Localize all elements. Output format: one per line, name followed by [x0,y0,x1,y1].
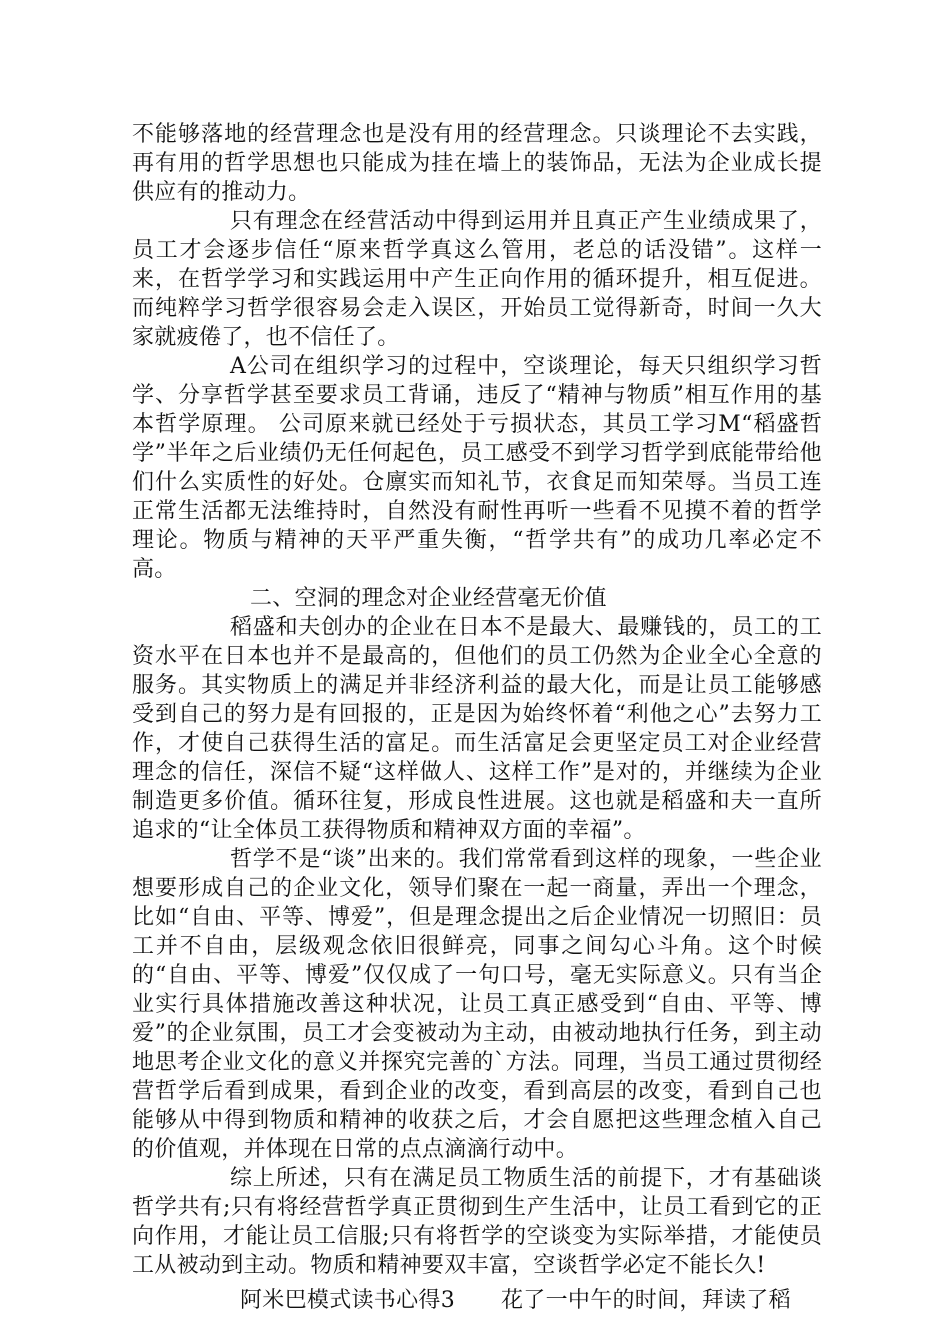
paragraph-1: 不能够落地的经营理念也是没有用的经营理念。只谈理论不去实践，再有用的哲学思想也只能成为挂在墙上的装饰品，无法为企业成长提供应有的推动力。 [132,122,822,205]
paragraph-3: A公司在组织学习的过程中，空谈理论，每天只组织学习哲学、分享哲学甚至要求员工背诵，违反了“精神与物质”相互作用的基本哲学原理。 公司原来就已经处于亏损状态，其员工学习M“稻盛哲学”半年之后业绩仍无任何起色，员工感受不到学习哲学到底能带给他们什么实质性的好处。仓廪实而知礼节，衣食足而知荣辱。当员工连正常生活都无法维持时，自然没有耐性再听一些看不见摸不着的哲学理论。物质与精神的天平严重失衡，“哲学共有”的成功几率必定不高。 [132,354,822,582]
section-heading: 二、空洞的理念对企业经营毫无价值 [250,586,607,611]
paragraph-5: 哲学不是“谈”出来的。我们常常看到这样的现象，一些企业想要形成自己的企业文化，领导们聚在一起一商量，弄出一个理念，比如“自由、平等、博爱”，但是理念提出之后企业情况一切照旧：员工并不自由，层级观念依旧很鲜亮，同事之间勾心斗角。这个时候的“自由、平等、博爱”仅仅成了一句口号，毫无实际意义。只有当企业实行具体措施改善这种状况，让员工真正感受到“自由、平等、博爱”的企业氛围，员工才会变被动为主动，由被动地执行任务，到主动地思考企业文化的意义并探究完善的`方法。同理，当员工通过贯彻经营哲学后看到成果，看到企业的改变，看到高层的改变，看到自己也能够从中得到物质和精神的收获之后，才会自愿把这些理念植入自己的价值观，并体现在日常的点点滴滴行动中。 [132,847,822,1162]
next-article-title: 阿米巴模式读书心得3 [240,1288,455,1313]
paragraph-2: 只有理念在经营活动中得到运用并且真正产生业绩成果了，员工才会逐步信任“原来哲学真这么管用，老总的话没错”。这样一来，在哲学学习和实践运用中产生正向作用的循环提升，相互促进。而纯粹学习哲学很容易会走入误区，开始员工觉得新奇，时间一久大家就疲倦了，也不信任了。 [132,209,822,350]
document-body [132,120,822,1315]
paragraph-6: 综上所述，只有在满足员工物质生活的前提下，才有基础谈哲学共有;只有将经营哲学真正贯彻到生产生活中，让员工看到它的正向作用，才能让员工信服;只有将哲学的空谈变为实际举措，才能使员工从被动到主动。物质和精神要双丰富，空谈哲学必定不能长久! [132,1166,822,1278]
paragraph-4: 稻盛和夫创办的企业在日本不是最大、最赚钱的，员工的工资水平在日本也并不是最高的，但他们的员工仍然为企业全心全意的服务。其实物质上的满足并非经济利益的最大化，而是让员工能够感受到自己的努力是有回报的，正是因为始终怀着“利他之心”去努力工作，才使自己获得生活的富足。而生活富足会更坚定员工对企业经营理念的信任，深信不疑“这样做人、这样工作”是对的，并继续为企业制造更多价值。循环往复，形成良性进展。这也就是稻盛和夫一直所追求的“让全体员工获得物质和精神双方面的幸福”。 [132,615,822,843]
next-article-line [132,1286,822,1315]
next-article-intro: 花了一中午的时间，拜读了稻 [501,1288,791,1313]
